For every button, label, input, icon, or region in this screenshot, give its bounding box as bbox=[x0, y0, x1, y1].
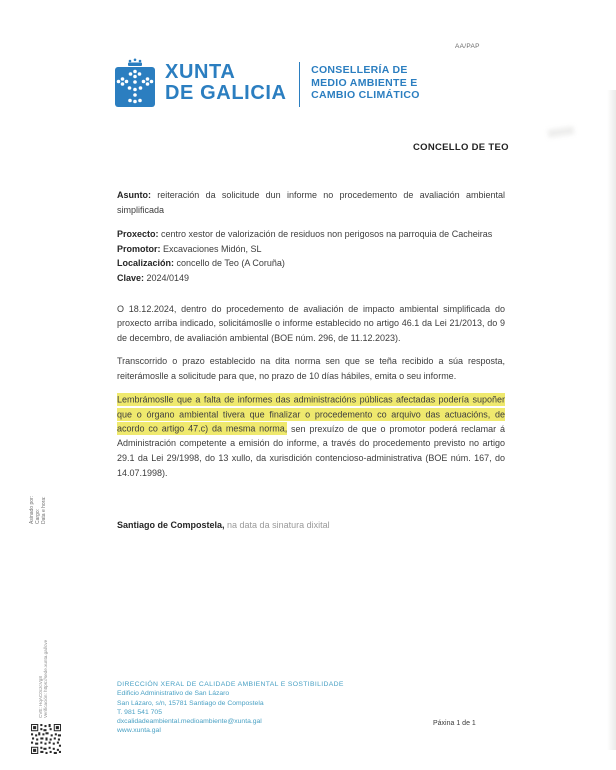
page-indicator: Páxina 1 de 1 bbox=[433, 720, 476, 727]
detail-label: Localización: bbox=[117, 258, 175, 269]
project-details bbox=[117, 227, 505, 285]
paragraph-1: O 18.12.2024, dentro do procedemento de avaliación de impacto ambiental simplificada do proxecto arriba indicado, solicitámoslle o informe establecido no artigo 46.1 da Lei 21/2013, do 9 de decembro, de avaliación ambiental (BOE núm. 296, de 11.12.2023). bbox=[117, 303, 505, 343]
detail-clave bbox=[117, 271, 505, 286]
signature-note: na data da sinatura dixital bbox=[224, 520, 330, 531]
subject-text: reiteración da solicitude dun informe no procedemento de avaliación ambiental simplificada bbox=[117, 190, 505, 215]
detail-value: Excavaciones Midón, SL bbox=[160, 243, 262, 254]
highlighted-text: Lembrámoslle que a falta de informes das administracións públicas afectadas podería supoñer que o órgano ambiental tivera que finalizar o procedemento co arquivo das actuacións, de acordo co artigo 47.c) da mesma norma, bbox=[117, 394, 505, 434]
detail-value: 2024/0149 bbox=[144, 272, 190, 283]
org-name bbox=[165, 62, 287, 104]
paragraph-3 bbox=[117, 393, 505, 481]
subject-label: Asunto: bbox=[117, 190, 151, 200]
subject-line bbox=[117, 188, 505, 217]
paragraph-2: Transcorrido o prazo establecido na dita norma sen que se teña recibido a súa resposta, reiterámoslle a solicitude para que, no prazo de 10 días hábiles, emita o seu informe. bbox=[117, 356, 505, 381]
detail-localizacion bbox=[117, 256, 505, 271]
stamp-line: Data e hora: bbox=[40, 496, 47, 524]
letterhead bbox=[114, 58, 420, 108]
footer-building: Edificio Administrativo de San Lázaro bbox=[117, 690, 230, 698]
footer-website: www.xunta.gal bbox=[117, 727, 161, 735]
stamp-line: Asinado por: bbox=[29, 495, 35, 524]
detail-label: Proxecto: bbox=[117, 229, 159, 240]
scan-smudge-artifact bbox=[548, 126, 575, 138]
department-line: CONSELLERÍA DE bbox=[311, 64, 408, 76]
footer-contact-block bbox=[117, 680, 344, 736]
signature-place: Santiago de Compostela, bbox=[117, 520, 225, 531]
org-name-line2: DE GALICIA bbox=[165, 82, 287, 104]
detail-label: Clave: bbox=[117, 272, 145, 283]
detail-proxecto bbox=[117, 227, 505, 242]
footer-phone: T. 981 541 705 bbox=[117, 708, 162, 716]
footer-email: dxcalidadeambiental.medioambiente@xunta.gal bbox=[117, 718, 262, 726]
signature-line bbox=[117, 518, 505, 533]
department-name bbox=[311, 64, 420, 102]
letterhead-divider bbox=[299, 62, 301, 107]
cve-line: Verificación: https://sede.xunta.gal/cve bbox=[43, 639, 49, 718]
department-line: CAMBIO CLIMÁTICO bbox=[311, 89, 420, 101]
qr-code bbox=[31, 724, 61, 754]
corner-reference-code: AA/PAP bbox=[455, 43, 480, 50]
footer-address: San Lázaro, s/n, 15781 Santiago de Compostela bbox=[117, 699, 264, 707]
recipient-name: CONCELLO DE TEO bbox=[413, 142, 509, 153]
scan-edge-artifact bbox=[607, 90, 616, 750]
detail-promotor bbox=[117, 242, 505, 257]
detail-value: centro xestor de valorización de residuos non perigosos na parroquia de Cacheiras bbox=[158, 229, 493, 240]
detail-label: Promotor: bbox=[117, 243, 161, 254]
detail-value: concello de Teo (A Coruña) bbox=[174, 258, 285, 269]
department-line: MEDIO AMBIENTE E bbox=[311, 76, 418, 89]
digital-signature-stamp bbox=[30, 436, 47, 524]
cve-verification-text bbox=[38, 639, 49, 718]
letter-body bbox=[117, 188, 505, 533]
cve-line: CVE: HqAC0czcVg8 bbox=[38, 676, 43, 718]
xunta-de-galicia-emblem-icon bbox=[114, 58, 156, 108]
footer-directorate: DIRECCIÓN XERAL DE CALIDADE AMBIENTAL E SOSTIBILIDADE bbox=[117, 681, 344, 688]
org-name-line1: XUNTA bbox=[165, 61, 236, 83]
stamp-line: Cargo: bbox=[34, 508, 41, 524]
paragraph-3-rest: sen prexuízo de que o promotor poderá reclamar á Administración competente a emisión do informe, a través do procedemento previsto no artigo 29.1 da Lei 29/1998, do 13 xullo, da xurisdición contencioso-administrativa (BOE núm. 167, do 14.07.1998). bbox=[117, 423, 505, 478]
